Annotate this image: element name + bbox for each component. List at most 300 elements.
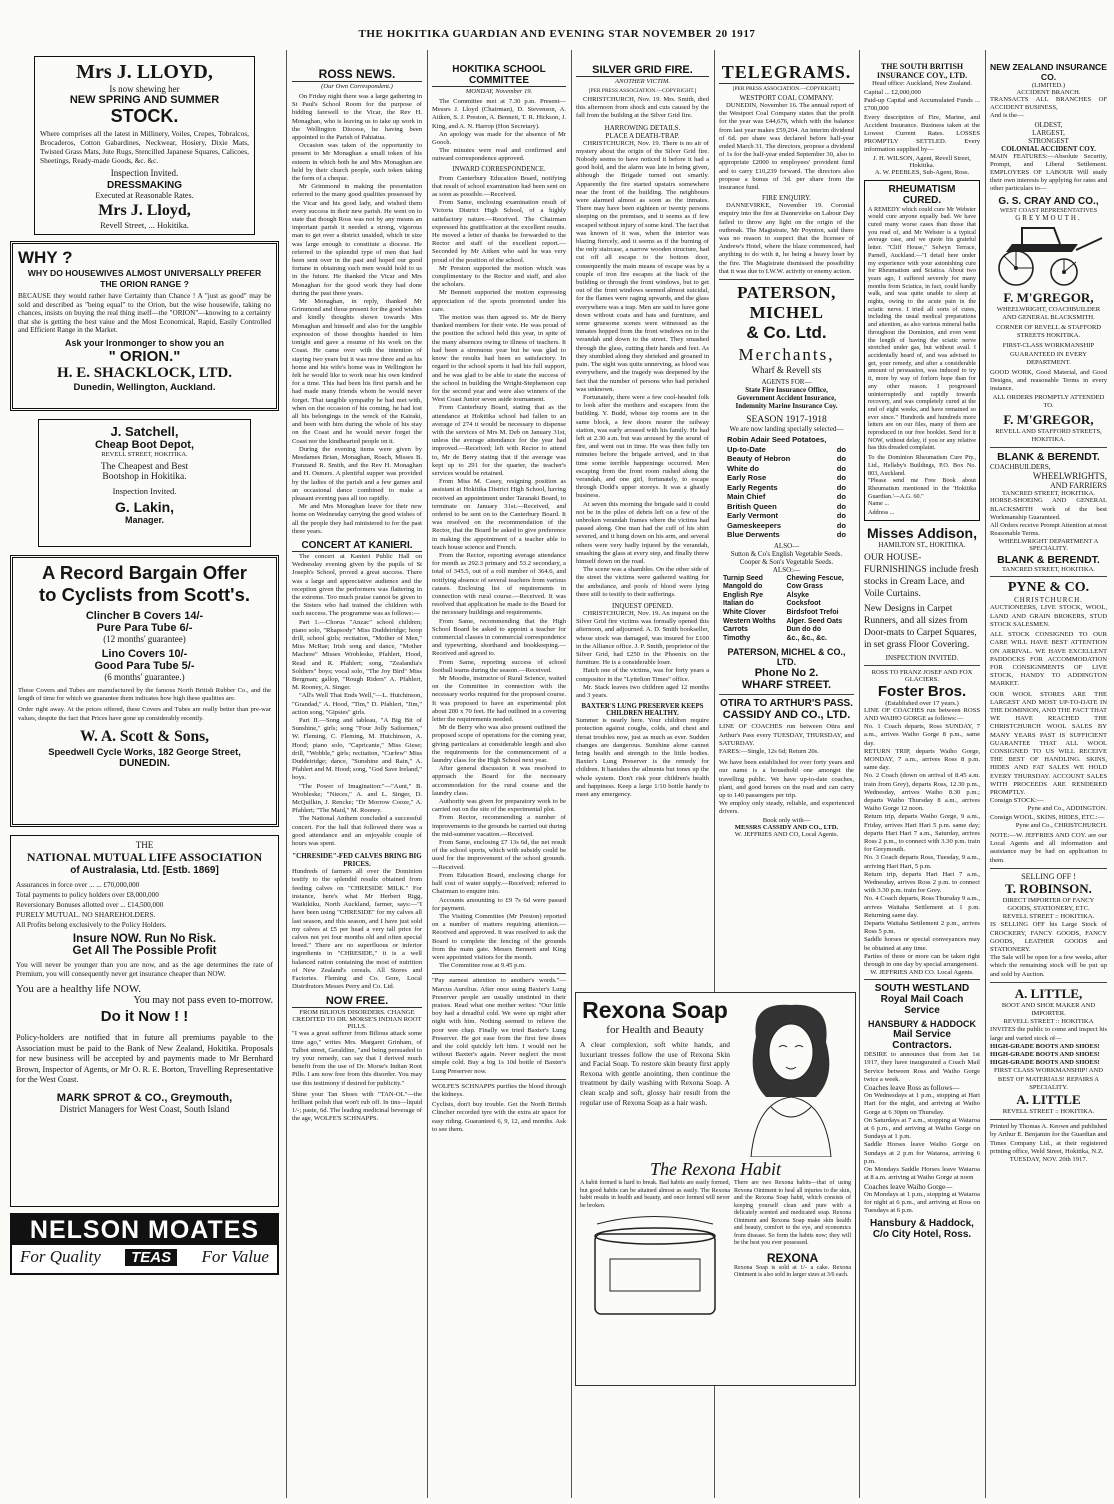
mutual-notify: Policy-holders are notified that in future all premiums payable to the Association must be paid to the Bank of New Zealand, Hokitika. Proposals for new business will be accepted by and payments made to Mr Bernhard Brown, Inspector of Agents, or Mr O. R. E. Borton, Travelling Representative for the West Coast. [16, 1033, 273, 1084]
school-para: From Same, recommending that the High School Board be asked to appoint a teacher for commercial classes in commercial correspondence and typewriting, shorthand and bookkeeping.—Received and agreed to. [432, 617, 566, 658]
school-para: The Committee rose at 9.45 p.m. [439, 962, 526, 970]
lloyd-advert [34, 56, 255, 235]
swest-trip: Saddle Horses leave Waiho Gorge on Sundays at 2 p.m for Wataroa, arriving 6 p.m. [864, 1141, 980, 1165]
nelson-moates-banner [10, 1213, 279, 1275]
sbi-subagent: A. W. PEEBLES, Sub-Agent, Ross. [874, 168, 970, 176]
orion-body: BECAUSE they would rather have Certainty than Chance ! A "just as good" may be sold and described as "being equal" to the Orion, but the wise housewife, taking no chances, insists on buying the real thing itself—the "ORION"—knowing to a certainty that she is getting the best vaiue and the Most Economical, Rapid, Easily Controlled and Efficient Range in the Market. [18, 292, 271, 335]
grid-h2: HARROWING DETAILS. [604, 123, 681, 132]
school-body-2 [432, 175, 566, 971]
mutual-advert [10, 835, 279, 1207]
blank-horse: HORSE-SHOEING AND GENERAL BLACKSMITH work of the best Workmanship Guaranteed. [990, 497, 1107, 521]
nzi-city: GREYMOUTH. [1015, 213, 1082, 222]
nzi-trans: TRANSACTS ALL BRANCHES OF ACCIDENT BUSINESS, [990, 96, 1107, 112]
otira-book: Book only with— [762, 816, 811, 824]
scott-item: Clincher B Covers 14/- [85, 610, 204, 622]
south-westland-advert [864, 983, 980, 1240]
scott-item: Good Para Tube 5/- [94, 660, 195, 672]
grid-para: Mr. Stack leaves two children aged 12 months and 3 years. [576, 683, 709, 700]
swest-trip: On Mondays Saddle Horses leave Wataroa at 8 a.m. arriving at Waiho Gorge at noon [864, 1166, 980, 1182]
ross-para: On Friday night there was a large gathering in St Paul's School Room for the purpose of bidding farewell to the Vicar, the Rev H. Monaghan, who is leaving us to take up work in the Wellington Diocese, he having been appointed to the Parish of Pahiatua. [292, 93, 422, 142]
rob-trade: DIRECT IMPORTER OF FANCY GOODS, STATIONERY, ETC. [1002, 896, 1095, 912]
school-para: From Same, enclosing £7 13s 6d, the net result of the school sports, which with subsidy could be used for the improvement of the school grounds.—Received. [432, 839, 566, 871]
satchell-invite: Inspection Invited. [112, 486, 177, 496]
paterson-advert [719, 283, 854, 691]
foster-trip: Departs Waitaha Settlement 2 p.m., arrives Ross 5 p.m. [864, 920, 980, 936]
school-para: From Education Board, enclosing charge for half cost of water supply.—Received; referred to Chairman to enquire into. [432, 871, 566, 896]
mutual-row: PURELY MUTUAL. NO SHAREHOLDERS. [16, 910, 156, 919]
seed-row: Blue Derwents do [727, 530, 846, 540]
school-para: From Same, reporting success of school football teams during the season.—Received. [432, 658, 566, 674]
foster-trip: No. 3 Coach departs Ross, Tuesday, 9 a.m., arriving Hari Hari, 5 p.m. [864, 854, 980, 870]
school-body [432, 98, 566, 164]
nzi-claim: OLDEST, [1034, 120, 1063, 129]
nelson-value: For Value [201, 1247, 269, 1266]
swest-trip: On Wednesdays at 1 p.m., stopping at Hari Hari for the night, and arriving at Waiho Gorge at 6 30pm on Thursday. [864, 1092, 980, 1116]
chreside-title: "CHRESIDE"-FED CALVES BRING BIG PRICES. [292, 852, 422, 869]
paterson-addr: Wharf & Revell sts [751, 365, 822, 376]
scott-addr: Speedwell Cycle Works, 182 George Street, [48, 745, 241, 757]
swest-signature: Hansbury & Haddock, [870, 1218, 974, 1230]
little-workmanship: FIRST CLASS WORKMANSHIP! AND BEST OF MATERIALS! REPAIRS A SPECIALITY. [993, 1067, 1104, 1091]
foster-name: Foster Bros. [877, 682, 967, 700]
satchell-advert [38, 419, 251, 547]
swest-trip: On Mondays at 1 p.m., stopping at Wataroa for night at 6 p.m., and arriving at Ross on Tuesdays at 6 p.m. [864, 1190, 980, 1215]
little-addr: REVELL STREET :: HOKITIKA [1003, 1018, 1094, 1026]
mcgregor-advert [990, 290, 1107, 445]
nzi-dept: ACCIDENT BRANCH. [1016, 89, 1081, 96]
school-para: Authority was given for preparatory work to be carried out on the site of the experimental plot. [432, 798, 566, 814]
swest-body: DESIRE to announce that from Jan 1st 1917, they have inaugurated a Coach Mail Service between Ross and Waiho Gorge twice a week. [864, 1051, 980, 1083]
pyne-city: CHRISTCHURCH. [1014, 596, 1083, 605]
paterson-agent: State Fire Insurance Office, [745, 386, 828, 395]
sbi-office: Head office: Auckland, New Zealand. [872, 80, 972, 87]
otira-body: LINE OF COACHES run between Otira and Arthur's Pass every TUESDAY, THURSDAY, and SATURDAY. [719, 723, 854, 747]
grid-para: CHRISTCHURCH, Nov. 19. There is no air of mystery about the origin of the Silver Grid fire. Nobody seems to have noticed it before it had a good hold, and the alarm was late in being given, although the Brigade turned out smartly. Apparently the fire started upstairs somewhere near the front of the building. The neighbours were alarmed almost as soon as the inmates. There may have been eighteen or twenty persons sleeping on the premises, and it seems as if few escaped without injury of some kind. The fact that was known of it was, when the interior was blazing fiercely, and it seems as if the burning of the only staircase, a narrow wooden structure, had cut off all escape to the bottom door, consequently the main means of escape was by a couple of iron fire escapes at the back of the building or through the front windows, but to get out of the front windows seemed almost suicidal, for the flames were raging upwards, and the glass everywhere was a trap. Men are said to have gone down without coats and hats and furniture, and some gruesome scenes were witnessed as the inmates hopped from the front windows on to the verandah and down to the street. They smashed through the glass, cutting their hands and feet. As they stumbled along they shrieked and groaned in pain. The sight was quite unnerving, as blood was everywhere, and the tragedy was deepened by the fact that the number of persons who had perished was unknown. [576, 139, 709, 393]
little-advert [990, 986, 1107, 1116]
paterson-wharf: WHARF STREET. [741, 679, 832, 692]
otira-agent: W. JEFFRIES AND CO, Local Agents. [734, 830, 839, 838]
telegrams-title: TELEGRAMS. [719, 62, 854, 84]
mutual-name: NATIONAL MUTUAL LIFE ASSOCIATION [26, 850, 263, 864]
seed-row: Main Chief do [727, 492, 846, 502]
sbi-body: Every description of Fire, Marine, and Accident Insurance. Business taken at the Lowest Current Rates. LOSSES PROMPTLY SETTLED. Every information supplied by— [864, 113, 980, 154]
rexona-price: Rexona Soap is sold at 1/- a cake. Rexona Ointment is also sold in larger sizes at 3/6 each. [734, 1264, 851, 1278]
swest-leave: Coaches leave Ross as follows— [864, 1084, 960, 1093]
foster-trip: No. 2 Coach (down on arrival of 8.45 a.m. train from Grey), departs Ross, 12.30 p.m., Wednesday, arrives Waiho 8.30 p.m.; departs Waiho Thursday 8 a.m., arrives Waiho Gorge 12 noon. [864, 772, 980, 813]
scott-item: Pure Para Tube 6/- [96, 622, 193, 634]
buggy-illustration [990, 222, 1107, 290]
ross-para: Occasion was taken of the opportunity to present to Mr Monaghan a small token of his esteem in which both he and Mrs Monaghan are held by their church people, such token taking the form of a cheque. [292, 142, 422, 183]
nzi-claim: COLONIAL ACCIDENT COY. [1001, 144, 1096, 153]
rheum-name-field: Name ... [868, 500, 889, 508]
blank-farriers: AND FARRIERS [1050, 481, 1107, 491]
blank-berendt-advert [990, 451, 1107, 573]
scott-headline: to Cyclists from Scott's. [38, 584, 251, 605]
imprint: Printed by Thomas A. Keown and published by Arthur E. Benjamin for the Guardian and Times Company Ltd., at their registered printing office, Weld Street, Hokitika, N.Z. [990, 1123, 1107, 1155]
sbi-advert [864, 62, 980, 176]
nzi-advert [990, 62, 1107, 222]
foster-trip: No. 4 Coach departs, Ross Thursday 9 a.m., arrives Waitaha Settlement at 1 p.m. Returning same day. [864, 895, 980, 919]
seed-row: Up-to-Date do [727, 444, 846, 454]
nzi-rep: WEST COAST REPRESENTATIVES [999, 206, 1098, 214]
paterson-also: ALSO:— [772, 565, 801, 574]
mutual-the: THE [135, 840, 154, 850]
foster-agent: W. JEFFRIES AND CO. Local Agents. [870, 969, 974, 977]
tanol-ad: Shine your Tan Shoes with "TAN-OL"—the brilliant polish that won't rub off. In tins—liquid 1/-; paste, 6d. The leading medicinal beverage of the age, WOLFE'S SCHNAPPS. [292, 1090, 422, 1123]
school-inward: INWARD CORRESPONDENCE. [452, 165, 546, 173]
pyne-advert [990, 580, 1107, 864]
seed-row: Beauty of Hebron do [727, 454, 846, 464]
ross-para: Mr Grimmond in making the presentation referred to the many good qualities possessed by the Vicar and his good lady, and wished them every success in their new parish. He went on to state that though Ross was not by any means an important parish it needed a strong, vigorous man to get over a district unaided, which in size was large enough to constitute a diocese. He referred to the splendid type of men that had been sent over in the past and hoped our good fortune in obtaining such men would hold to us in the future. He thanked the Vicar and Mrs Monaghan for the good work they had done during the past three years. [292, 183, 422, 297]
scott-order: Order right away. At the prices offered, these Covers and Tubes are really better than pre-war values, despite the fact that Prices have gone up considerably recently. [18, 706, 271, 722]
rexona-body: A clear complexion, soft white hands, and luxuriant tresses follow the use of Rexona Skin and Facial Soap. To restore skin beauty first apply Rexona with gentle anointing, then continue the treatment by daily washing with Rexona Soap. A clean scalp and soft, glossy hair result from the regular use of Rexona Soap as a hair wash. [580, 1040, 730, 1107]
satchell-line: Bootshop in Hokitika. [102, 472, 187, 482]
seed-row: Early Rose do [727, 473, 846, 483]
pyne-name: PYNE & CO. [1007, 580, 1090, 596]
lloyd-line: STOCK. [110, 106, 179, 126]
sbi-paid: Paid-up Capital and Accumulated Funds ... £700,000 [864, 97, 980, 113]
lloyd-line: NEW SPRING AND SUMMER [69, 94, 220, 106]
nzi-claim: LARGEST, [1032, 128, 1065, 137]
grid-para: The scene was a shambles. On the other side of the street the victims were gathered waiting for the ambulance, and pools of blood were lying there still to testify to their sufferings. [576, 566, 709, 598]
sbi-title: THE SOUTH BRITISH INSURANCE COY., LTD. [876, 62, 968, 80]
little-name: A. LITTLE, [1014, 985, 1083, 1001]
satchell-addr: REVELL STREET, HOKITIKA. [101, 451, 188, 458]
rexona-habit: The Rexona Habit [650, 1159, 781, 1179]
school-para: From the Rector, reporting average attendance for month as 292.3 primary and 53.2 secondary, a total of 345.5, out of a roll number of 364.6, and notifying absence of several teachers from various causes. Enclosing list of requirements in connection with rural course.—Received. It was resolved that application be made to the Board for the necessary buildings and requirements. [432, 551, 566, 617]
school-para: From Canterbury Education Board, notifying that result of school examination had been sent on as soon as possible.—Received. [432, 174, 566, 199]
pyne-wool: OUR WOOL STORES ARE THE LARGEST AND MOST UP-TO-DATE IN THE DOMINION, AND THE FACT THAT WE HAVE REACHED THE CHRISTCHURCH WOOL SALES BY MANY YEARS PAST IS SUFFICIENT GUARANTEE THAT ALL WOOL CONSIGNED TO US WILL RECEIVE THE BEST OF HANDLING. SKINS, HIDES AND FAT SALES WE HOLD EVERY THURSDAY. ACCOUNT SALES WITH PROCEEDS ARE RENDERED PROMPTLY. [990, 690, 1107, 796]
seed-row: Early Regents do [727, 482, 846, 492]
grid-h4: INQUEST OPENED. [612, 601, 673, 610]
ross-para: During the evening items were given by Mesdames Brian, Monaghan, Roach, Misses B. Franzand R. Smith, and the Rev H. Monaghan and H. Osmers. A plentiful supper was provided by the ladies of the parish and a few games and an occasional dance combined to make a pleasant evening pass all too rapidly. [292, 445, 422, 502]
addison-body: OUR HOUSE-FURNISHINGS include fresh stocks in Cream Lace, and Voile Curtains. [864, 552, 979, 599]
school-para: Mr de Berry who was also present outlined the proposed scope of operations for the coming year, giving particulars at considerable length and also the requirements for the commencement of a laundry class for the High School next year. [432, 724, 566, 765]
pyne-note: NOTE:—W. JEFFRIES AND COY. are our Local Agents and all information and assistance may be had on application to them. [990, 831, 1107, 864]
concert-para: "All's Well That Ends Well,"—L. Hutchinson, "Grandad," A. Hood, "Tim," D. Pfahlert, "Jim," action song, "Gipsies" girls. [292, 692, 422, 716]
orion-advert [10, 241, 279, 411]
pyne-consign-addr: Pyne and Co., ADDINGTON. [1027, 805, 1107, 813]
foster-advert [864, 669, 980, 977]
addison-invite: INSPECTION INVITED. [885, 653, 959, 662]
swest-mail: Mail Service [893, 1029, 951, 1041]
ross-title: ROSS NEWS. [292, 67, 422, 82]
mutual-agent: MARK SPROT & CO., Greymouth, [56, 1091, 233, 1104]
little-boots: HIGH-GRADE BOOTS AND SHOES! [990, 1059, 1100, 1067]
paterson-name: PATERSON, MICHEL [737, 283, 836, 323]
school-para: An apology was made for the absence of Mr Gooch. [432, 130, 566, 147]
concert-title: CONCERT AT KANIERI. [292, 540, 422, 552]
little-addr-2: REVELL STREET :: HOKITIKA. [1002, 1108, 1095, 1116]
blank-orders: All Orders receive Prompt Attention at most Reasonable Terms. [990, 522, 1107, 538]
scott-advert [10, 555, 279, 827]
lloyd-line: DRESSMAKING [106, 180, 182, 191]
satchell-depot: Cheap Boot Depot, [95, 439, 194, 451]
mcg-guarantee: FIRST-CLASS WORKMANSHIP GUARANTEED IN EVERY DEPARTMENT. [1002, 342, 1095, 366]
baxter-title: BAXTER'S LUNG PRESERVER KEEPS CHILDREN HEALTHY. [581, 703, 704, 718]
scott-headline: A Record Bargain Offer [42, 562, 247, 583]
school-para: Accounts amounting to £9 7s 6d were passed for payment. [432, 896, 566, 912]
rheum-address-field: Address ... [868, 508, 895, 516]
rob-addr: REVELL STREET :: HOKITIKA. [1002, 913, 1095, 921]
sbi-capital: Capital ... £2,000,000 [864, 89, 921, 96]
grid-para: CHRISTCHURCH, Nov. 19. Mrs. Smith, died this afternoon from shock and cuts caused by the fall from the building at the Silver Grid fire. [576, 96, 709, 120]
swest-firm: HANSBURY & HADDOCK [867, 1019, 976, 1030]
cyclists-ad: Cyclists, don't buy trouble. Get the North British Clincher recorded tyre with the extra air space for easy riding. Guaranteed 6, 9, 12, and months. Ask to see them. [432, 1101, 566, 1133]
foster-saddle: Saddle horses or special conveyances may be obtained at any time. [864, 936, 980, 952]
pyne-consign-addr: Pyne and Co., CHRISTCHURCH. [1015, 821, 1107, 829]
lloyd-line: Is now shewing her [109, 84, 180, 94]
lloyd-line: Executed at Reasonable Rates. [95, 191, 194, 200]
school-para: From Rector, recommending a number of improvements to the grounds be carried out during the mid-summer vacation.—Received. [432, 814, 566, 838]
rob-body: IS SELLING OFF his Large Stock of CROCKERY, FANCY GOODS, FANCY GOODS, LEATHER GOODS and STATIONERY. [990, 921, 1107, 953]
foster-trip: Return trip, departs Waiho Gorge, 9 a.m., Friday, arrives Hari Hari 5 p.m. same day; departs Hari Hari 7 a.m., Saturday, arrives Ross 2 p.m., to connect with 3.30 p.m. train for Greymouth. [864, 813, 980, 854]
otira-firm: CASSIDY AND CO., LTD. [722, 709, 851, 722]
nzi-agent: G. S. CRAY AND CO., [998, 195, 1099, 207]
foster-body: LINE OF COACHES run between ROSS AND WAIHO GORGE as follows:— [864, 706, 980, 722]
otira-fares: FARES:—Single, 12s 6d; Return 20s. [719, 747, 819, 755]
mutual-row: All Profits belong exclusively to the Policy Holders. [16, 921, 167, 929]
tele-h1: WESTPORT COAL COMPANY. [739, 94, 834, 102]
scott-name: W. A. Scott & Sons, [79, 727, 210, 745]
rob-sell: SELLING OFF ! [1021, 871, 1076, 881]
school-date: MONDAY, November 19. [465, 88, 533, 95]
swest-contractors: Contractors. [892, 1040, 952, 1052]
otira-advert [719, 698, 854, 837]
rexona-habit-body-2: There are two Rexona habits—that of using Rexona Ointment to heal all injuries to the skin, and the Rexona Soap habit, which consists of keeping yourself clean and pure with a delicately scented and medicated soap. Rexona Ointment and Rexona Soap make skin health and beauty, comfort to the eye, and economics from disease. So form the habits now; they will be the best you ever possessed. [734, 1180, 851, 1246]
paterson-landing: We are now landing specially selected— [729, 425, 844, 434]
mcg-addr-2: REVELL AND STAFFORD STREETS, HOKITIKA. [995, 428, 1102, 444]
seed-row: British Queen do [727, 501, 846, 511]
paterson-agents: AGENTS FOR— [761, 378, 812, 387]
addison-advert [864, 525, 980, 662]
mutual-district: District Managers for West Coast, South Island [59, 1103, 230, 1114]
concert-para: Part II.—Song and tableau, "A Big Bit of Sunshine," girls; song "Four Jolly Sailormen," W. Fleming, C. Fleming, M. Hutchinson, A. Hood; piano solo, "Capricante," Miss Giese; drill, "Wobble," girls; recitation, "Curfew" Miss Duddeiridge; dance, "Sunshine and Rain," A. Pfahlert and M. Hood; song, "God Save Ireland," boys. [292, 717, 422, 782]
concert-para: "The Power of Imagination:"—"Aunt," B. Wrobleske; "Nieces," A. and L. Singer, D. McQuilkin, J. Rencke; "Dr Morrow Cooze," A. Pfahlert; "The Maid," M. Rooney. [292, 782, 422, 815]
mutual-row: Assurances in force over ... ... £70,000,000 [16, 881, 140, 889]
column-1 [4, 50, 285, 1498]
swest-addr: C/o City Hotel, Ross. [872, 1229, 972, 1241]
chreside-body: Hundreds of farmers all over the Dominion testify to the splendid results obtained from feeding calves on "CHRESIDE MILK." For instance, here's what Mr Herbert Rigg, Waikikiku, North Auckland, farmer, says:—"I have been using "CHRESIDE" for my calves all last season, and this season, and I have just sold my calves at £5 per head a very tall price for calves not yet four months old and often special breed." There are no superfluous or inferior ingredients in "CHRESIDE," it is a well balanced ration containing the most of nutrition of New Zealand's cereals. All Stores and Factories. Fleming and Co. Gore, Local Distributors Messrs Perry and Co. Ltd. [292, 868, 422, 991]
tele-para: DANNEVIRKE, November 19. Coronial enquiry into the fire at Dannevirke on Labour Day failed to throw any light on the origin of the outbreak. The Magistrate, Mr Poynton, said there was no reason to suspect that the licensee of Andrew's Hotel, where the blaze commenced, had anything to do with it, he being a heavy loser by the fire. The Magistrate dismissed the possibility that it was due to I.W.W. activity or enemy action. [719, 202, 854, 275]
otira-firm-2: MESSRS CASSIDY AND CO., LTD. [734, 823, 839, 831]
rheum-to: To the Dominion Rheumatism Cure Pty., Ltd., Hellaby's Buildings, P.O. Box No. 803, Auckland. [868, 454, 976, 477]
pyne-consign: Consign STOCK:— [990, 797, 1044, 805]
scott-item: (6 months' guarantee.) [104, 672, 185, 682]
concert-para: Part 1.—Chorus "Anzac" school children; piano solo, "Rhapsody" Miss Duddeiridge; hoop drill, school girls; recitation, "Mother of Men," Miss McRae; Irish song and dance, "Mother Machree" Misses Wrobleske, Pfahlert, Hood, Read and R. Pfahlert; song, "Zealandia's Soldiers" boys; vocal solo, "The Joy Bird" Miss Bergman; gallop, "Rough Riders" A. Pfahlert, M. Rooney, A. Singer. [292, 618, 422, 692]
pyne-stock: ALL STOCK CONSIGNED TO OUR CARE WILL HAVE BEST ATTENTION ON ARRIVAL. WE HAVE EXCELLENT PADDOCKS FOR ACCOMMODATION FOR CONSIGNMENTS OF LIVE STOCK, HANDY TO ADDINGTON MARKET. [990, 631, 1107, 688]
rexona-advert [575, 992, 856, 1386]
nzi-main: MAIN FEATURES:—Absolute Security, Prompt, and Liberal Settlement. EMPLOYERS OF LABOUR Will study their own interests by applying for rates and other particulars to— [990, 152, 1107, 193]
school-para: From Canterbury Board, stating that as the attendance at Hokitika school had fallen to an average of 274 it would be necessary to dispense with the services of Mrs M. Deb on January 31st, unless the average attendance for the year had improved.—Received; left with Rector to attend to, Mr de Berry stating that if the average was kept up to 291 for the quarter, the teacher's services would be retained. [432, 404, 566, 477]
orion-brand: " ORION." [108, 347, 181, 365]
blank-name: BLANK & BERENDT. [997, 451, 1100, 464]
grass-seed-grid: Turnip Seed Chewing Fescue, Mangold do Cow Grass English Rye Alsyke Italian do Cocksfoot White Clover Birdsfoot Trefoi Western Wolths Alger. Seed Oats Carrots Dun do do Timothy &c., &c., &c. [723, 574, 844, 642]
otira-drivers: We employ only steady, reliable, and experienced drivers. [719, 800, 854, 816]
school-para: From Same, enclosing examination result of Victoria District High School, of a highly satisfactory nature.—Received. The Chairman expressed his gratification at the excellent results. He moved a letter of thanks be forwarded to the Rector and staff of the excellent report.—Seconded by Mr Aitken who said he was very proud of the position of the school. [432, 199, 566, 264]
scott-city: DUNEDIN. [119, 756, 170, 769]
nelson-quality: For Quality [20, 1247, 101, 1266]
foster-route: ROSS TO FRANZ JOSEF AND FOX GLACIERS. [871, 668, 973, 683]
grid-para: CHRISTCHURCH, Nov. 19. An inquest on the Silver Grid fire victims was formally opened this afternoon, and adjourned. A. D. Smith bookseller, whose stock was damaged, was insured for £100 in the Alliance office. J. P. Smith, proprietor of the Silver Grid, had £250 in the Phoenix on the furniture. He is a considerable loser. [576, 609, 710, 667]
school-para: After general discussion it was resolved to approach the Board for the necessary accommodation for the rural course and the laundry class. [432, 765, 566, 797]
mcg-addr: CORNER OF REVELL & STAFFORD STREETS HOKITIKA. [995, 324, 1102, 340]
paterson-agent: Indemnity Marine Insurance Coy. [735, 402, 838, 411]
rheum-title: RHEUMATISM CURED. [888, 183, 956, 206]
mcg-signature: F. M'GREGOR, [1003, 412, 1094, 428]
rexona-habit-body: A habit formed is hard to break. Bad habits are easily formed, but good habits can be attained almost as easily. The Rexona habit results in health and beauty, and once formed will never be broken. [580, 1180, 730, 1209]
school-para: Mr Moodie, instructor of Rural Science, waited on the Committee in connection with the necessary works required for the proposed course. It was proposed to have an experimental plot about 200 x 70 feet. He had outlined in a covering letter the requirements needed. [432, 675, 566, 724]
foster-trip: RETURN TRIP, departs Waiho Gorge, MONDAY, 7 a.m., arrives Ross 8 p.m. same day. [864, 747, 980, 772]
school-para: Mr Preston supported the motion which was complimentary to the Rector and staff, and also the scholars. [432, 264, 566, 289]
mutual-doit: Do it Now ! ! [100, 1008, 189, 1025]
nzi-ltd: (LIMITED.) [1031, 82, 1066, 89]
masthead: THE HOKITIKA GUARDIAN AND EVENING STAR NOVEMBER 20 1917 [358, 28, 756, 40]
paterson-cooper: Cooper & Son's Vegetable Seeds. [739, 557, 834, 566]
concert-body [292, 553, 422, 848]
ross-para: Mr and Mrs Monaghan leave for their new home on Wednesday carrying the good wishes of all the people they had ministered to for the past three years. [292, 503, 422, 535]
grid-press: [PER PRESS ASSOCIATION.—COPYRIGHT.] [588, 88, 697, 94]
paterson-sutton: Sutton & Co's English Vegetable Seeds. [730, 549, 843, 558]
mcg-trade: WHEELWRIGHT, COACHBUILDER AND GENERAL BLACKSMITH. [996, 305, 1101, 321]
mutual-insure: Insure NOW. Run No Risk. [72, 933, 217, 945]
scott-item: (12 months' guarantee) [103, 634, 186, 644]
rexona-title: Rexona Soap [582, 997, 728, 1023]
mutual-get: Get All The Possible Profit [72, 945, 217, 957]
lloyd-address: Revell Street, ... Hokitika. [100, 220, 189, 230]
blank-signature: BLANK & BERENDT. [997, 554, 1100, 567]
paterson-season: SEASON 1917-1918 [746, 415, 827, 426]
column-7 [986, 50, 1111, 1498]
paterson-agent: Government Accident Insurance, [737, 394, 836, 403]
paterson-co: & Co. Ltd. [746, 323, 827, 343]
rob-name: T. ROBINSON. [1005, 880, 1092, 896]
orion-question: WHY DO HOUSEWIVES ALMOST UNIVERSALLY PREFER THE ORION RANGE ? [27, 268, 262, 289]
satchell-name: J. Satchell, [110, 424, 179, 439]
column-3 [428, 50, 570, 1498]
foster-trip: No. 1 Coach departs, Ross SUNDAY, 7 a.m., arrives Waiho Gorge 8 p.m., same day. [864, 723, 980, 747]
grid-sub: ANOTHER VICTIM. [615, 78, 670, 85]
concert-para: The National Anthem concluded a successful concert. For the ball that followed there was a good attendance and an enjoyable couple of hours was spent. [292, 815, 422, 848]
rheumatism-advert [864, 180, 980, 521]
rexona-lady-illustration [730, 997, 851, 1157]
nowfree-body: "I was a great sufferer from Bilious attack some time ago," writes Mrs. Margaret Grinham, of Talbot street, Geraldine, "and being persuaded to try your remedy, can say that I derived much benefit from the use of Dr. Morse's Indian Root Pills. I am now free from this disorder. You may use this testimony if desired for publicity." [292, 1030, 422, 1087]
swest-title: SOUTH WESTLAND [874, 983, 970, 995]
grid-body-2 [576, 140, 709, 599]
mutual-of: of Australasia, Ltd. [Estb. 1869] [70, 865, 219, 876]
lloyd-signature: Mrs J. Lloyd, [98, 202, 191, 219]
swest-trip: On Saturdays at 7 a.m., stopping at Wataroa at 6 p.m., and arriving at Waiho Gorge on Sundays at 1 p.m. [864, 1116, 980, 1141]
otira-body: We have been established for over forty years and our name is a household one amongst the travelling public. We have up-to-date coaches, plant, and good horses on the road and can carry up to 140 passengers per trip. [719, 759, 854, 799]
nelson-teas: TEAS [125, 1249, 177, 1266]
school-para: The minutes were read and confirmed and outward correspondence approved. [432, 147, 566, 163]
school-title: HOKITIKA SCHOOL COMMITTEE [432, 64, 566, 87]
addison-addr: HAMILTON ST., HOKITIKA. [878, 540, 966, 549]
otira-title: OTIRA TO ARTHUR'S PASS. [720, 698, 853, 710]
blank-wheelwright: WHEELWRIGHT DEPARTMENT A SPECIALITY. [998, 538, 1099, 553]
mcg-work: GOOD WORK, Good Material, and Good Designs, and reasonable Terms in every instance. [990, 369, 1107, 393]
mutual-healthy: You are a healthy life NOW. [16, 983, 141, 995]
scott-body: These Covers and Tubes are manufactured by the famous North British Rubber Co., and the length of time for which we guarantee them indicates how high these qualities are. [18, 687, 271, 703]
addison-designs: New Designs in Carpet Runners, and all sizes from Door-mats to Carpet Squares, in set grass Floor Covering. [864, 603, 977, 650]
blank-coach: COACHBUILDERS, [990, 463, 1051, 472]
grid-body-3 [576, 610, 709, 700]
wolfe-ad: WOLFE'S SCHNAPPS purifies the blood through the kidneys. [432, 1082, 566, 1098]
mutual-row: Total payments to policy holders over £8,000,000 [16, 891, 159, 899]
ross-para: Mr Monaghan, in reply, thanked Mr Grimmond and those present for the good wishes and kindly thoughts shown towards Mrs Monaghan and himself and also for the tangible expression of those thoughts handed to him tonight and gave a resume of his work on the Coast. He came over with the intention of staying two years but it was now three and as his home and his wife's home was in Wellington he felt he would like to work near his own kindred for a time. This had been his first parish and he had made many friends whom he would never forget. That tangible sympathy he had met with, when on the occasion of his coming, he had lost all his belongings in the wreck of the Kairaki, and been with him during the whole of his stay on the Coast and he would never forget the Coast nor the kindhearted people on it. [292, 298, 422, 445]
seed-row: White do do [727, 463, 846, 473]
nzi-title: NEW ZEALAND INSURANCE CO. [990, 62, 1107, 82]
rexona-jar-illustration [580, 1214, 730, 1324]
lloyd-body: Where comprises all the latest in Millinery, Voiles, Crepes, Tobralcos, Brocaderos, Cotton Gabardines, Neckwear, Hosiery, Dixie Mats, Twisted Grass Mats, Jute Rugs, Stencilled Japanese Squares, Calicoes, Sheetings, Ready-made Goods, &c. &c. [40, 129, 249, 165]
mutual-younger: You will never be younger than you are now, and as the age determines the rate of Premium, you will consequently never get insurance cheaper than NOW. [16, 961, 273, 978]
grid-para: At seven this morning the brigade said it could not be in the piles of debris left on a few of the unbroken verandah frames where the victims had passed along. One man had the cuff of his shirt severed, and it hung down on his arm, and several others were very badly injured by the verandah, smashing the glass at every step, and finally threw himself down on the road. [576, 500, 709, 565]
rheum-please: "Please send me Free Book about Rheumatism mentioned in the 'Hokitika Guardian.'—A.G. 60." [868, 477, 976, 500]
paterson-also: ALSO— [773, 541, 800, 550]
school-para: From Miss M. Casey, resigning position as assistant at Hokitika District High School, having received an appointment under Taranaki Board, to terminate on January 31st.—Received, and ordered to be sent on to the Canterbury Board. It was resolved on the recommendation of the Rector, that the Board be asked to give preference in making the appointment of a teacher able to teach house science and French. [432, 478, 566, 551]
ross-sub: (Our Own Correspondent.) [321, 83, 393, 90]
little-boots: HIGH-GRADE BOOTS AND SHOES! [990, 1051, 1100, 1059]
robinson-advert [990, 872, 1107, 979]
blank-addr-2: TANCRED STREET, HOKITIKA. [1001, 566, 1096, 574]
school-para: The motion was then agreed to. Mr de Berry thanked members for their vote. He was proud of the position the school held this year, in spite of the many absences owing to illness of teachers. It had been a strenuous year but he was glad to know the results had been so satisfactory. In regard to the school sports it had his full support, and he was glad to be able to state the success of the school in building the Wright-Stephenson cup for the second year and were also winners of the West Coast Junior seven aside tournament. [432, 314, 566, 404]
nelson-title: NELSON MOATES [12, 1215, 277, 1245]
tele-press: [PER PRESS ASSOCIATION.—COPYRIGHT.] [732, 86, 841, 92]
little-body: INVITES the public to come and inspect his large and varied stock of— [990, 1026, 1108, 1042]
orion-why: WHY ? [18, 248, 73, 267]
little-boots: HIGH-GRADE BOOTS AND SHOES! [990, 1042, 1100, 1050]
little-trade: BOOT AND SHOE MAKER AND IMPORTER. [1001, 1001, 1096, 1018]
orion-maker: H. E. SHACKLOCK, LTD. [57, 364, 232, 381]
foster-trip: Return trip, departs Hari Hari 7 a.m., Wednesday, arrives Ross 2 p.m. to connect with 3.30 p.m. train for Grey. [864, 870, 980, 895]
mutual-row: Reversionary Bonuses allotted over ... £14,500,000 [16, 901, 164, 909]
ross-body [292, 93, 422, 536]
pyne-consign: Consign WOOL, SKINS, HIDES, ETC.:— [990, 813, 1105, 821]
swest-service: Royal Mail Coach Service [880, 994, 964, 1017]
grid-h3: PLACE A DEATH-TRAP. [605, 131, 680, 140]
baxter-body: Summer is nearly here. Your children require protection against coughs, colds, and chest and throat troubles now, just as much as ever. Sudden changes are dangerous. Sunshine alone cannot bring health and strength to the little bodies. Baxter's Lung Preserver is the remedy for children. It banishes the ailments but tones up the whole system. Don't risk your children's health and happiness. Keep a large 1/10 bottle handy to meet any emergency. [576, 717, 709, 799]
seed-row: Gameskeepers do [727, 520, 846, 530]
sbi-agent: J. H. WILSON, Agent, Revell Street, Hokitika. [873, 154, 971, 169]
rexona-subtitle: for Health and Beauty [606, 1024, 704, 1036]
concert-para: The concert at Kanieri Public Hall on Wednesday evening given by the pupils of St Joseph's School, proved a great success. There was a large and appreciative audience and the reception given the performers was flattering in the extreme. Too much praise cannot be given to the Sisters who had trained the children with such success. The programme was as follows:— [292, 552, 422, 618]
satchell-line: The Cheapest and Best [100, 462, 189, 472]
rheum-body: A REMEDY which could cure Mr Webster would cure anyone equally bad. We have cured many worse cases than those that you read of, and Mr Webster is a typical average case, and we quote his grateful letter. "Cliff House," Selwyn Terrace, Parnell, Auckland.—"I detail here under my experience with your astonishing cure for Rheumatism and Sciatica. About two years ago, I suffered severely for many months from Sciatica, in fact, could hardly walk, and was quite unable to sleep at nights, owing to the acute pain in the sciatic nerve. I tried all sorts of cures, including the usual medical preparations and attention, as also various mineral baths throughout the Dominion, and even went the length of having the sciatic nerve stretched under gas, but without avail. I accidentally heard of, and was advised to get, your remedy, and after a considerable amount of persuasion, was induced to try it, more by way of forlorn hope than for any other reason. I progressed uninterruptedly and rapidly towards recovery, and was completely cured at the end of eight weeks, and have remained so ever since." Hundreds and hundreds more letters are on our files, many of them are reproduced in our free booklet. Send for it NOW, without delay, if you or any relative has this dreaded complaint. [868, 205, 976, 452]
lloyd-name: Mrs J. LLOYD, [76, 61, 213, 83]
little-signature: A. LITTLE [1016, 1092, 1081, 1108]
school-para: The Visiting Committee (Mr Preston) reported on a number of matters requiring attention.—Received and approved. It was resolved to ask the Board to complete the fencing of the grounds from the main gate. Messrs Bennett and King were appointed visitors for the month. [432, 912, 566, 961]
satchell-manager: G. Lakin, [114, 499, 175, 515]
satchell-role: Manager. [124, 515, 164, 525]
imprint-date: TUESDAY, NOV. 20th 1917. [1009, 1156, 1088, 1164]
mcg-orders: ALL ORDERS PROMPTLY ATTENDED TO. [992, 393, 1105, 409]
lloyd-line: Inspection Invited. [110, 168, 179, 178]
nowfree-sub: FROM BILIOUS DISORDERS. CHANGE CREDITED TO DR. MORSE'S INDIAN ROOT PILLS. [292, 1009, 422, 1031]
nzi-claim: STRONGEST [1028, 136, 1069, 145]
orion-ask: Ask your Ironmonger to show you an [64, 337, 225, 348]
grid-title: SILVER GRID FIRE. [576, 64, 709, 77]
column-2 [288, 50, 426, 1498]
rexona-jar-label: REXONA [766, 1250, 819, 1265]
mcg-name: F. M'GREGOR, [1003, 289, 1094, 305]
paterson-phone: Phone No 2. [754, 667, 819, 680]
seed-row: Robin Adair Seed Potatoes, [727, 435, 827, 445]
swest-leave: Coaches leave Waiho Gorge— [864, 1182, 953, 1191]
nzi-and: And is the— [990, 112, 1024, 120]
scott-item: Lino Covers 10/- [101, 648, 188, 660]
tele-h2: FIRE ENQUIRY. [762, 194, 811, 203]
blank-addr: TANCRED STREET, HOKITIKA. [1001, 490, 1096, 498]
